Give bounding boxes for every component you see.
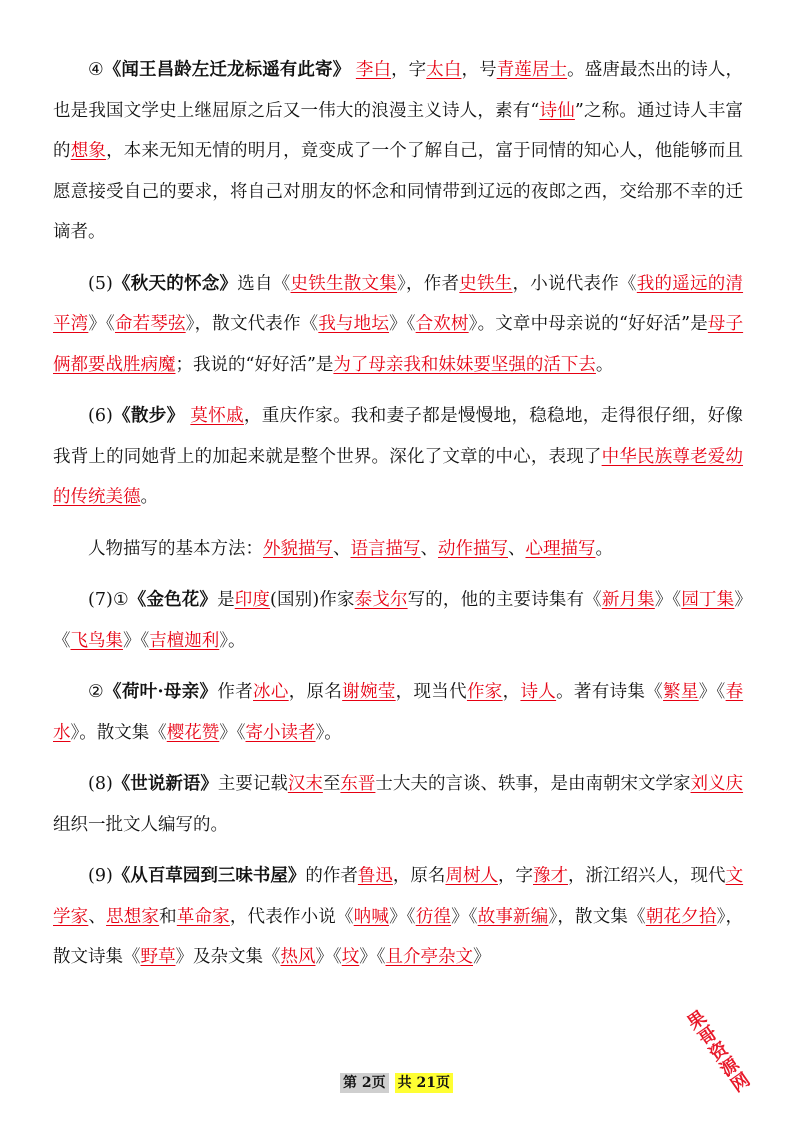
body-text: ， xyxy=(502,682,521,702)
answer-text: 史铁生 xyxy=(459,273,513,294)
body-text: 》。 xyxy=(219,630,246,651)
body-text: (7)① xyxy=(88,590,129,610)
body-text: ，现当代 xyxy=(395,682,467,702)
answer-text: 野草 xyxy=(140,947,176,967)
answer-text: 母子俩都要战胜病魔 xyxy=(53,314,744,375)
answer-text: 鲁迅 xyxy=(357,866,393,886)
body-text: 》《 xyxy=(359,947,386,967)
body-text: 》《 xyxy=(88,314,115,334)
body-text: 》，作者 xyxy=(397,273,460,294)
body-text: 。 xyxy=(595,354,614,375)
body-text: 。 xyxy=(595,538,613,559)
answer-text: 我与地坛 xyxy=(318,314,390,334)
total-pages-label: 共 21页 xyxy=(395,1073,453,1093)
body-text: ，浙江绍兴人，现代 xyxy=(568,866,726,886)
paragraph xyxy=(53,396,743,518)
body-text: 》，散文集《 xyxy=(548,906,646,927)
body-text: 》《 xyxy=(219,722,246,743)
work-title: 《闻王昌龄左迁龙标遥有此寄》 xyxy=(103,60,351,80)
body-text: 和 xyxy=(159,906,177,927)
answer-text: 青莲居士 xyxy=(496,60,568,80)
body-text: (国别)作家 xyxy=(270,590,355,610)
answer-text: 朝花夕拾 xyxy=(645,906,717,927)
paragraph xyxy=(53,672,743,753)
body-text: (5) xyxy=(88,273,113,294)
body-text: ，本来无知无情的明月，竟变成了一个了解自己，富于同情的知心人，他能够而且愿意接受自己的要求，将自己对朋友的怀念和同情带到辽远的夜郎之西，交给那不幸的迁谪者。 xyxy=(53,141,744,242)
work-title: 《秋天的怀念》 xyxy=(112,273,238,294)
body-text: 》及杂文集《 xyxy=(175,947,281,967)
body-text: ；我说的“好好活”是 xyxy=(175,354,334,375)
answer-text: 语言描写 xyxy=(350,538,421,559)
answer-text: 冰心 xyxy=(253,682,289,702)
body-text: 、 xyxy=(88,906,107,927)
answer-text: 繁星 xyxy=(663,682,699,702)
answer-text: 彷徨 xyxy=(415,906,452,927)
body-text: ，字 xyxy=(391,60,427,80)
body-text: 选自《 xyxy=(237,273,291,294)
body-text: 》《 xyxy=(315,947,342,967)
body-text: 》。 xyxy=(315,722,342,743)
answer-text: 热风 xyxy=(280,947,316,967)
body-text: 》《 xyxy=(123,630,150,651)
answer-text: 李白 xyxy=(355,60,392,80)
body-text: 》 xyxy=(473,947,491,967)
paragraph xyxy=(53,764,743,845)
answer-text: 动作描写 xyxy=(438,538,508,559)
answer-text: 飞鸟集 xyxy=(70,630,123,651)
answer-text: 且介亭杂文 xyxy=(385,947,473,967)
body-text: 》，散文诗集《 xyxy=(53,906,743,967)
answer-text: 新月集 xyxy=(601,590,655,610)
body-text: 的作者 xyxy=(305,866,358,886)
body-text: ，号 xyxy=(461,60,497,80)
body-text: 》《 xyxy=(389,906,416,927)
answer-text: 印度 xyxy=(234,590,271,610)
answer-text: 豫才 xyxy=(533,866,569,886)
body-text: 写的，他的主要诗集有《 xyxy=(407,590,602,610)
answer-text: 谢婉莹 xyxy=(342,682,396,702)
document-body xyxy=(53,50,743,978)
body-text: 、 xyxy=(420,538,438,559)
body-text: 》。文章中母亲说的“好好活”是 xyxy=(468,314,708,334)
answer-text: 园丁集 xyxy=(681,590,735,610)
page-footer xyxy=(0,1073,793,1093)
answer-text: 诗人 xyxy=(520,682,557,702)
work-title: 《金色花》 xyxy=(128,590,218,610)
answer-text: 莫怀戚 xyxy=(190,406,244,426)
body-text: 》《 xyxy=(389,314,416,334)
work-title: 《荷叶·母亲》 xyxy=(104,682,218,702)
body-text: 至 xyxy=(322,774,341,794)
answer-text: 吉檀迦利 xyxy=(149,630,220,651)
answer-text: 寄小读者 xyxy=(245,722,316,743)
body-text: (9) xyxy=(88,866,113,886)
body-text: 、 xyxy=(508,538,526,559)
body-text: 》《 xyxy=(451,906,478,927)
body-text: 士大夫的言谈、轶事，是由南朝宋文学家 xyxy=(375,774,691,794)
body-text: 组织一批文人编写的。 xyxy=(53,814,228,835)
answer-text: 中华民族尊老爱幼的传统美德 xyxy=(53,446,744,507)
watermark-logo: 果哥资源网 xyxy=(681,1006,754,1097)
answer-text: 泰戈尔 xyxy=(354,590,408,610)
body-text: ，原名 xyxy=(288,682,343,702)
body-text: 》《 xyxy=(654,590,682,610)
body-text: (8) xyxy=(88,774,113,794)
answer-text: 文学家 xyxy=(53,866,744,927)
paragraph xyxy=(53,264,743,386)
body-text: 》，散文代表作《 xyxy=(185,314,319,334)
body-text: 。 xyxy=(140,487,158,507)
paragraph xyxy=(53,856,743,978)
answer-text: 东晋 xyxy=(340,774,376,794)
paragraph xyxy=(53,580,743,661)
body-text: ，重庆作家。我和妻子都是慢慢地，稳稳地，走得很仔细，好像我背上的同她背上的加起来就是整个世界。深化了文章的中心，表现了 xyxy=(53,406,743,467)
body-text: 、 xyxy=(333,538,351,559)
answer-text: 思想家 xyxy=(106,906,160,927)
current-page-label: 第 2页 xyxy=(340,1073,389,1093)
answer-text: 作家 xyxy=(466,682,503,702)
body-text: ，原名 xyxy=(392,866,446,886)
work-title: 《从百草园到三味书屋》 xyxy=(112,866,306,886)
answer-text: 我的遥远的清平湾 xyxy=(53,273,744,334)
body-text: ，字 xyxy=(497,866,533,886)
answer-text: 为了母亲我和妹妹要坚强的活下去 xyxy=(333,354,596,375)
work-title: 《世说新语》 xyxy=(112,774,218,794)
body-text: 。著有诗集《 xyxy=(556,682,664,702)
paragraph xyxy=(53,529,743,570)
work-title: 《散步》 xyxy=(112,406,185,426)
answer-text: 周树人 xyxy=(445,866,498,886)
answer-text: 故事新编 xyxy=(477,906,549,927)
answer-text: 樱花赞 xyxy=(166,722,220,743)
answer-text: 史铁生散文集 xyxy=(290,273,398,294)
answer-text: 命若琴弦 xyxy=(114,314,186,334)
body-text: 》《 xyxy=(53,590,744,651)
answer-text: 呐喊 xyxy=(353,906,390,927)
answer-text: 心理描写 xyxy=(525,538,596,559)
body-text: 。盛唐最杰出的诗人，也是我国文学史上继屈原之后又一伟大的浪漫主义诗人，素有“ xyxy=(53,60,743,121)
body-text: 作者 xyxy=(217,682,254,702)
answer-text: 坟 xyxy=(341,947,360,967)
body-text: ④ xyxy=(88,60,104,80)
answer-text: 太白 xyxy=(426,60,462,80)
answer-text: 想象 xyxy=(70,141,107,161)
body-text: 人物描写的基本方法： xyxy=(88,538,263,559)
answer-text: 汉末 xyxy=(287,774,323,794)
answer-text: 春水 xyxy=(53,682,744,743)
answer-text: 刘义庆 xyxy=(690,774,744,794)
paragraph xyxy=(53,50,743,253)
answer-text: 革命家 xyxy=(176,906,230,927)
answer-text: 诗仙 xyxy=(539,100,575,121)
answer-text: 外貌描写 xyxy=(263,538,333,559)
body-text: 》《 xyxy=(698,682,726,702)
body-text: 》。散文集《 xyxy=(70,722,167,743)
body-text: (6) xyxy=(88,406,113,426)
body-text: 主要记载 xyxy=(217,774,288,794)
answer-text: 合欢树 xyxy=(415,314,469,334)
body-text: ，小说代表作《 xyxy=(512,273,637,294)
body-text: ② xyxy=(88,682,105,702)
body-text: ，代表作小说《 xyxy=(229,906,354,927)
body-text: 是 xyxy=(217,590,235,610)
body-text: ”之称。通过诗人丰富的 xyxy=(53,100,743,161)
